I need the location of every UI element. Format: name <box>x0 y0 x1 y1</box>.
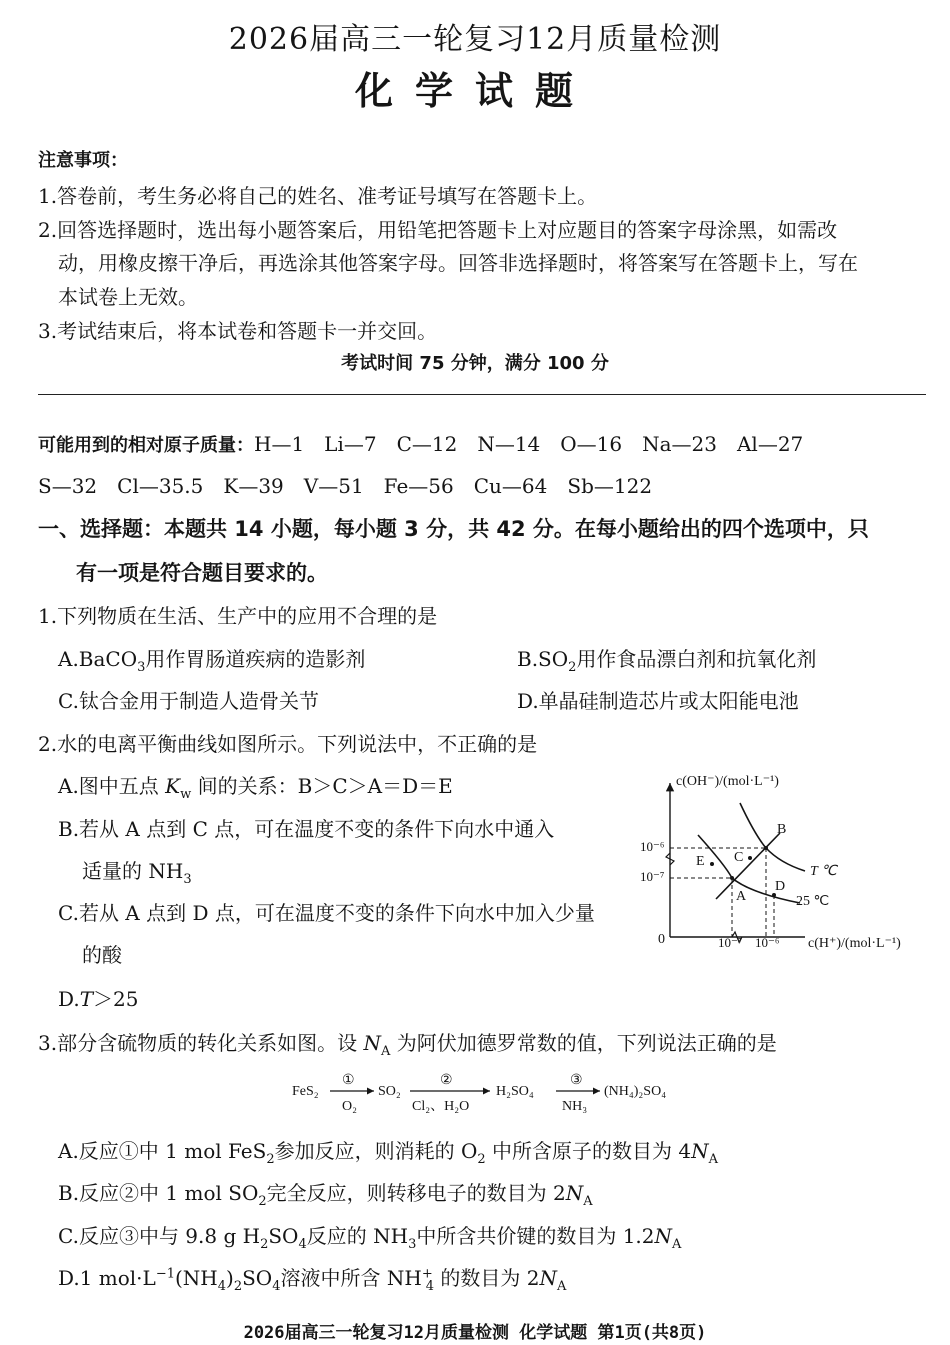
note-2-line2: 动，用橡皮擦干净后，再选涂其他答案字母。回答非选择题时，将答案写在答题卡上，写在 <box>58 251 858 275</box>
q3-option-b: B.反应②中 1 mol $SO_2$完全反应，则转移电子的数目为 $2N_A$ <box>58 1181 593 1209</box>
reagent-cl2-h2o: Cl₂、H₂O <box>412 1099 470 1114</box>
step-3: ③ <box>570 1073 583 1088</box>
label-b: B <box>777 822 787 837</box>
point-a <box>730 876 734 880</box>
y-tick-low: 10⁻⁷ <box>640 869 665 884</box>
q2-stem: 2.水的电离平衡曲线如图所示。下列说法中，不正确的是 <box>38 732 538 756</box>
sulfur-scheme <box>290 1070 710 1120</box>
q3-option-a: A.反应①中 1 mol FeS$_2$参加反应，则消耗的 $O_2$ 中所含原子的数目为 $4N_A$ <box>58 1139 718 1167</box>
q3-option-c: C.反应③中与 9.8 g $H_2SO_4$反应的 $NH_3$中所含共价键的数目为 $1.2N_A$ <box>58 1224 682 1252</box>
label-e: E <box>696 854 705 869</box>
atomic-masses-line2: S—32 Cl—35.5 K—39 V—51 Fe—56 Cu—64 Sb—122 <box>38 474 653 498</box>
label-t: T ℃ <box>810 864 837 879</box>
exam-title: 2026届高三一轮复习12月质量检测 <box>228 22 722 57</box>
water-ionization-graph <box>640 765 930 960</box>
q1-option-d: D.单晶硅制造芯片或太阳能电池 <box>517 689 799 713</box>
note-2-line1: 2.回答选择题时，选出每小题答案后，用铅笔把答题卡上对应题目的答案字母涂黑，如需改 <box>38 218 838 242</box>
step-2: ② <box>440 1073 453 1088</box>
y-tick-high: 10⁻⁶ <box>640 839 665 854</box>
so2: SO₂ <box>378 1084 401 1099</box>
x-axis-label: c(H⁺)/(mol·L⁻¹) <box>808 936 901 951</box>
section-1-heading-cont: 有一项是符合题目要求的。 <box>76 561 328 585</box>
q1-option-c: C.钛合金用于制造人造骨关节 <box>58 689 319 713</box>
curve-t <box>740 803 805 871</box>
x-tick-low: 10⁻⁷ <box>718 935 743 950</box>
label-c: C <box>734 850 744 865</box>
q1-option-a: A.BaCO$_3$用作胃肠道疾病的造影剂 <box>58 647 366 675</box>
note-2-line3: 本试卷上无效。 <box>58 285 198 309</box>
h2so4: H₂SO₄ <box>496 1084 534 1099</box>
point-c <box>748 856 752 860</box>
label-a: A <box>736 889 747 904</box>
label-25c: 25 ℃ <box>796 894 830 909</box>
reagent-o2: O₂ <box>342 1099 357 1114</box>
page-footer: 2026届高三一轮复习12月质量检测 化学试题 第1页(共8页) <box>243 1323 707 1343</box>
label-d: D <box>775 879 786 894</box>
origin-label: 0 <box>658 932 665 947</box>
q1-stem: 1.下列物质在生活、生产中的应用不合理的是 <box>38 604 438 628</box>
fes2: FeS₂ <box>292 1084 319 1099</box>
atomic-masses-line1 <box>38 428 803 457</box>
q2-option-b-line1: B.若从 A 点到 C 点，可在温度不变的条件下向水中通入 <box>58 817 555 841</box>
x-tick-high: 10⁻⁶ <box>755 935 780 950</box>
exam-info: 考试时间 75 分钟，满分 100 分 <box>341 353 609 374</box>
point-e <box>710 862 714 866</box>
q3-stem: 3.部分含硫物质的转化关系如图。设 $N_A$ 为阿伏加德罗常数的值，下列说法正确的是 <box>38 1031 777 1059</box>
y-axis-label: c(OH⁻)/(mol·L⁻¹) <box>676 774 779 789</box>
nh4-2so4: (NH₄)₂SO₄ <box>604 1084 667 1099</box>
section-1-heading: 一、选择题：本题共 14 小题，每小题 3 分，共 42 分。在每小题给出的四个选项中，只 <box>38 517 869 541</box>
q2-option-d: D.T＞25 <box>58 987 139 1011</box>
q2-option-c-line2: 的酸 <box>82 943 122 967</box>
q3-option-d: D.1 $mol\cdot L^{-1}(NH_4)_2SO_4$溶液中所含 $NH^+_4$ 的数目为 $2N_A$ <box>58 1266 567 1294</box>
line-aeb <box>716 833 780 899</box>
note-3: 3.考试结束后，将本试卷和答题卡一并交回。 <box>38 319 438 343</box>
point-b <box>764 846 768 850</box>
q2-option-a: A.图中五点 $K_w$ 间的关系：B＞C＞A＝D＝E <box>58 774 453 802</box>
subject-title: 化学试题 <box>354 69 595 113</box>
reagent-nh3: NH₃ <box>562 1099 588 1114</box>
divider <box>38 394 926 395</box>
atomic-masses-label: 可能用到的相对原子质量： <box>38 435 254 456</box>
notes-heading: 注意事项： <box>38 150 128 171</box>
note-1: 1.答卷前，考生务必将自己的姓名、准考证号填写在答题卡上。 <box>38 184 598 208</box>
q2-option-b-line2: 适量的 $NH_3$ <box>82 859 192 887</box>
step-1: ① <box>342 1073 355 1088</box>
q1-option-b: $B.SO_2$用作食品漂白剂和抗氧化剂 <box>517 647 817 675</box>
q2-option-c-line1: C.若从 A 点到 D 点，可在温度不变的条件下向水中加入少量 <box>58 901 595 925</box>
atomic-masses-values1: H—1 Li—7 C—12 N—14 O—16 Na—23 Al—27 <box>254 432 804 456</box>
